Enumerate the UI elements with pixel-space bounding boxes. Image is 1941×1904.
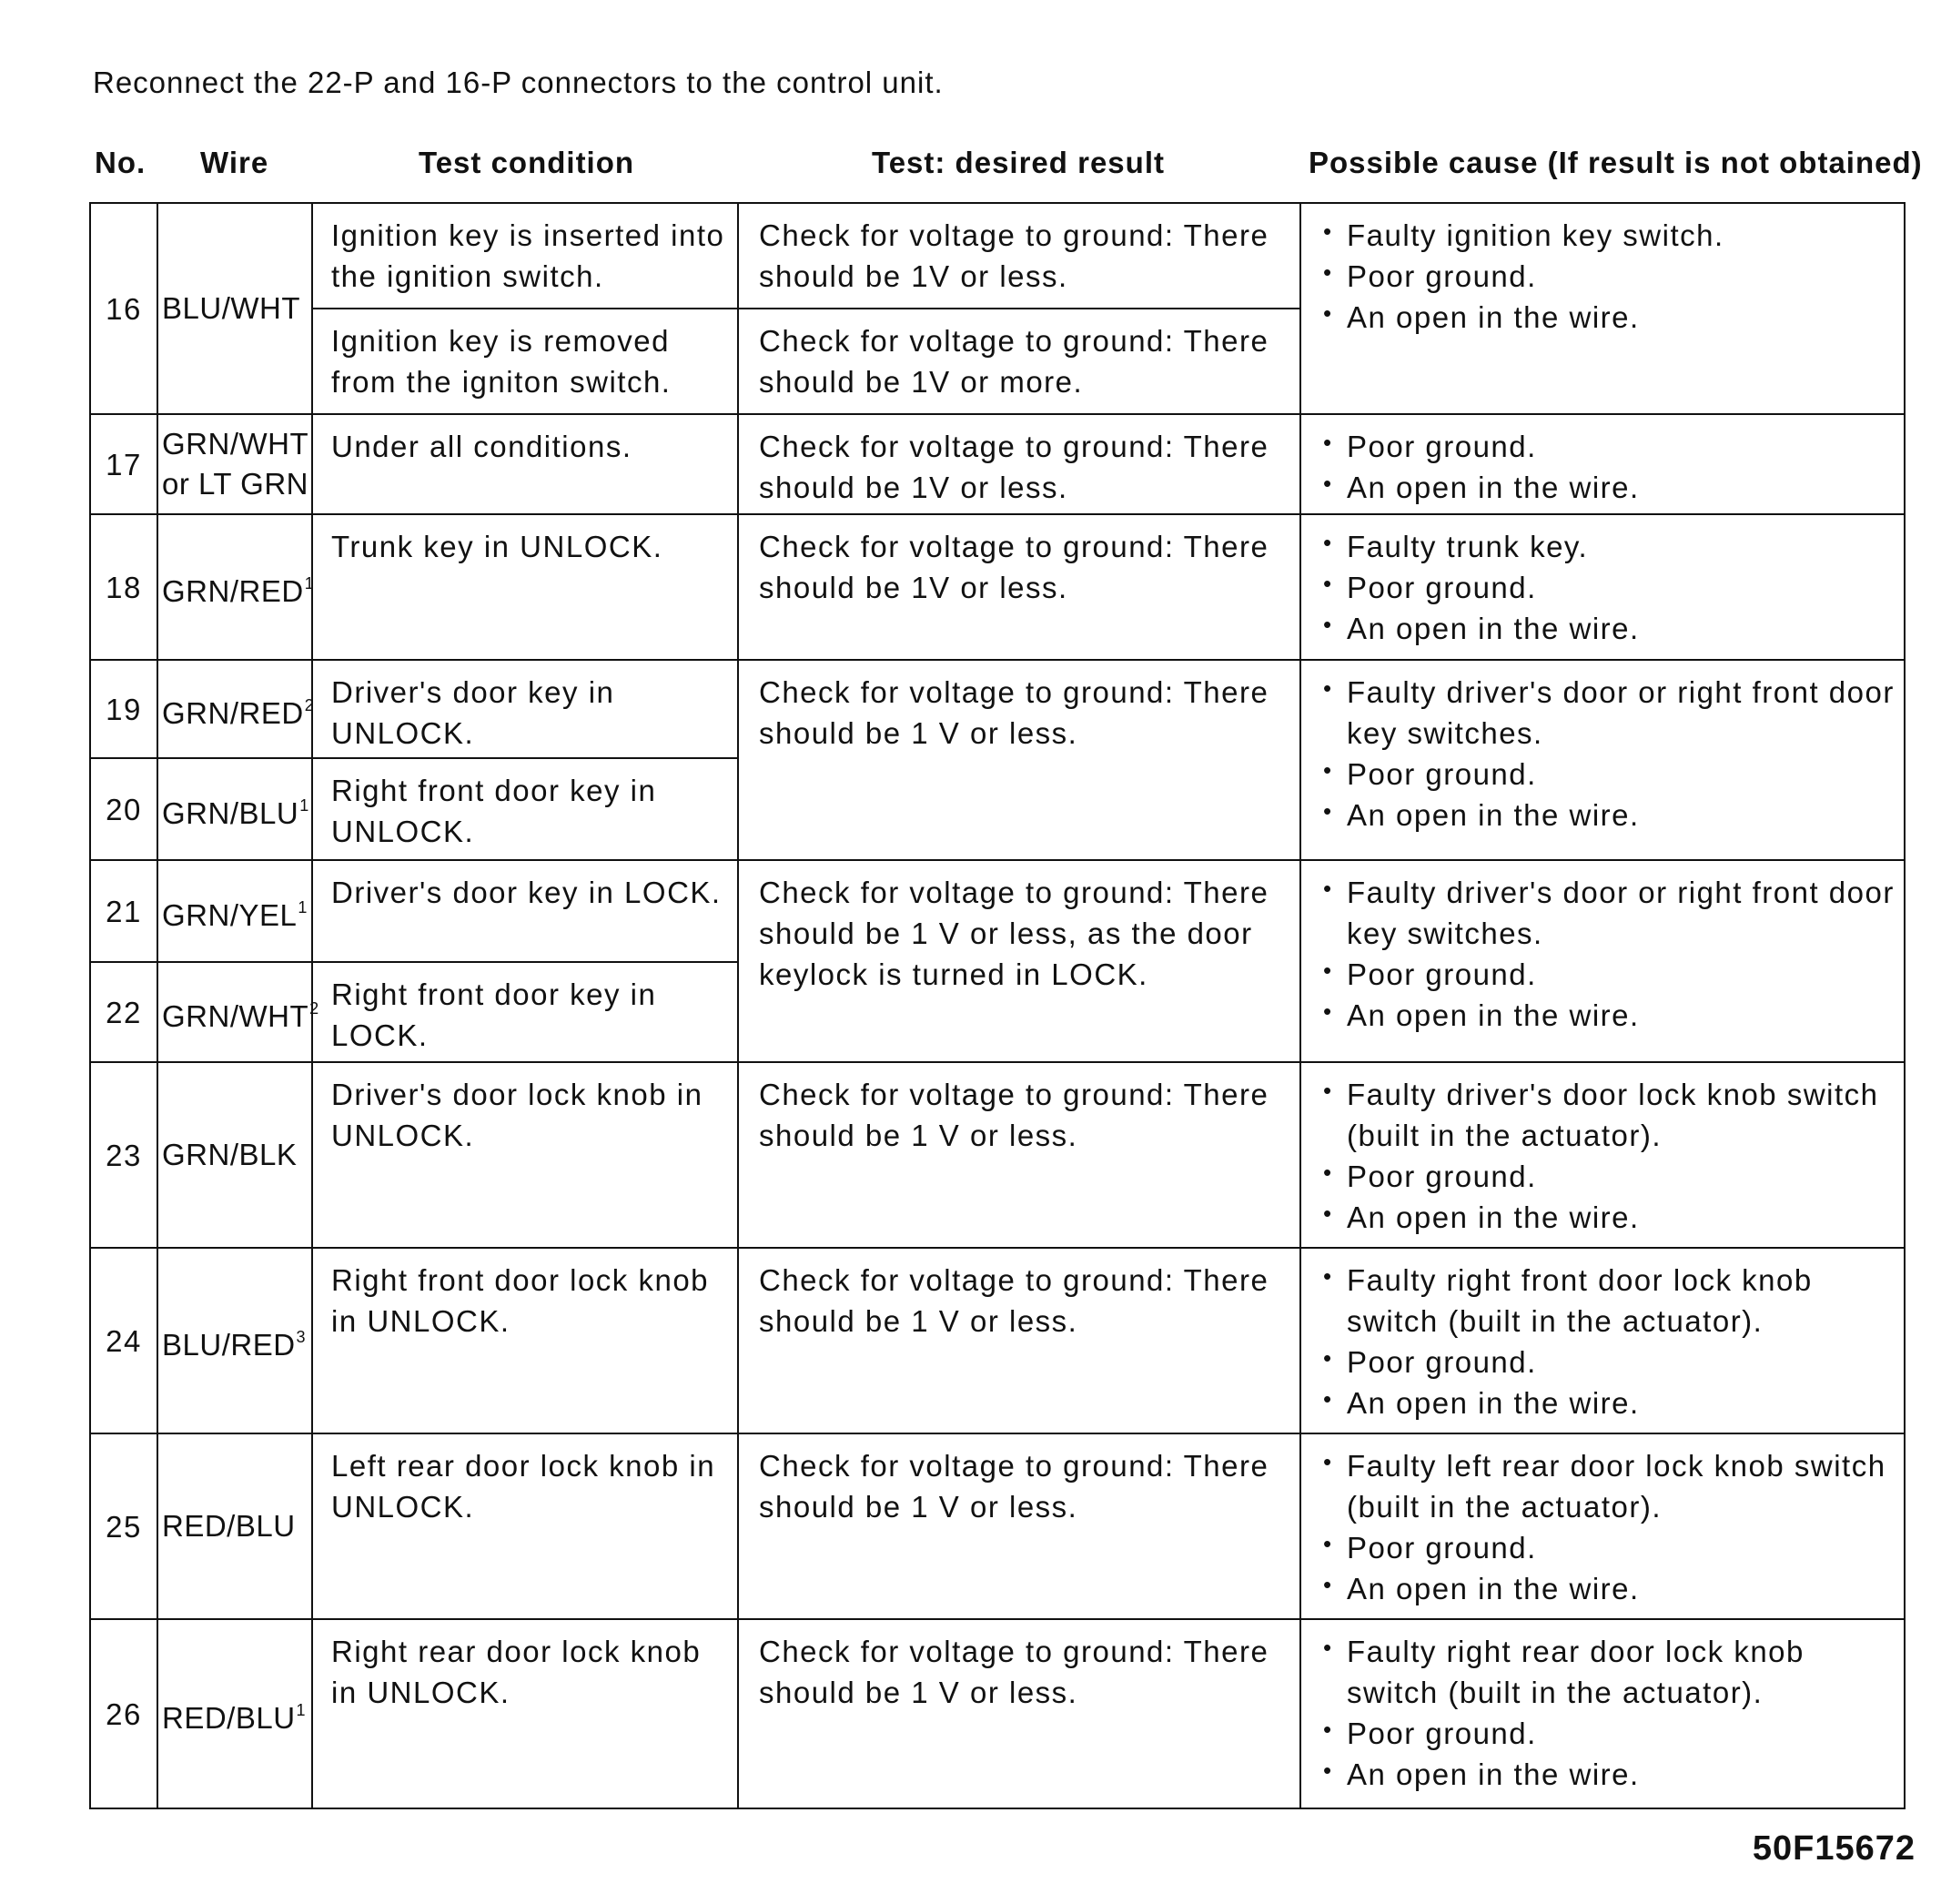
possible-cause bbox=[1300, 1433, 1905, 1619]
desired-result: Check for voltage to ground: There should be 1V or less. bbox=[738, 414, 1300, 514]
test-condition: Right front door lock knob in UNLOCK. bbox=[312, 1248, 738, 1433]
wire-color: GRN/WHT or LT GRN bbox=[157, 414, 312, 514]
table-row-26 bbox=[90, 1619, 1905, 1808]
test-condition: Ignition key is inserted into the ignition switch. bbox=[312, 203, 738, 309]
header-test-condition: Test condition bbox=[419, 146, 635, 179]
wire-color: BLU/WHT bbox=[157, 203, 312, 414]
test-condition: Right front door key in UNLOCK. bbox=[312, 758, 738, 860]
row-number: 23 bbox=[90, 1062, 157, 1248]
intro-text: Reconnect the 22-P and 16-P connectors to the control unit. bbox=[93, 66, 944, 99]
cause-item: • Poor ground. bbox=[1323, 426, 1895, 467]
row-number: 17 bbox=[90, 414, 157, 514]
cause-item: • Faulty driver's door lock knob switch (built in the actuator). bbox=[1323, 1074, 1895, 1156]
table-row-16 bbox=[90, 203, 1905, 309]
cause-item: • An open in the wire. bbox=[1323, 995, 1895, 1036]
cause-item: • Poor ground. bbox=[1323, 1713, 1895, 1754]
row-number: 21 bbox=[90, 860, 157, 962]
cause-item: • An open in the wire. bbox=[1323, 795, 1895, 836]
cause-item: • Poor ground. bbox=[1323, 256, 1895, 297]
possible-cause bbox=[1300, 1248, 1905, 1433]
header-possible-cause: Possible cause (If result is not obtained) bbox=[1309, 146, 1923, 179]
test-condition: Driver's door key in UNLOCK. bbox=[312, 660, 738, 758]
desired-result: Check for voltage to ground: There should be 1 V or less. bbox=[738, 1619, 1300, 1808]
possible-cause bbox=[1300, 860, 1905, 1062]
header-desired-result: Test: desired result bbox=[872, 146, 1165, 179]
desired-result: Check for voltage to ground: There should be 1 V or less. bbox=[738, 1433, 1300, 1619]
test-condition: Right front door key in LOCK. bbox=[312, 962, 738, 1062]
cause-item: • An open in the wire. bbox=[1323, 1754, 1895, 1795]
table-row-21 bbox=[90, 860, 1905, 962]
wire-color: GRN/WHT$^2$ bbox=[157, 962, 312, 1062]
table-row-18 bbox=[90, 514, 1905, 660]
possible-cause bbox=[1300, 1619, 1905, 1808]
table-row-23 bbox=[90, 1062, 1905, 1248]
table-row-24 bbox=[90, 1248, 1905, 1433]
cause-item: • An open in the wire. bbox=[1323, 608, 1895, 649]
cause-item: • Poor ground. bbox=[1323, 954, 1895, 995]
row-number: 24 bbox=[90, 1248, 157, 1433]
possible-cause bbox=[1300, 514, 1905, 660]
wire-color: GRN/RED$^2$ bbox=[157, 660, 312, 758]
wire-color: RED/BLU$^1$ bbox=[157, 1619, 312, 1808]
cause-item: • Poor ground. bbox=[1323, 567, 1895, 608]
cause-item: • Faulty trunk key. bbox=[1323, 526, 1895, 567]
test-condition: Driver's door key in LOCK. bbox=[312, 860, 738, 962]
cause-item: • An open in the wire. bbox=[1323, 1197, 1895, 1238]
cause-item: • Faulty driver's door or right front door key switches. bbox=[1323, 872, 1895, 954]
cause-item: • An open in the wire. bbox=[1323, 467, 1895, 508]
cause-item: • Poor ground. bbox=[1323, 1342, 1895, 1382]
column-headers bbox=[0, 146, 1941, 200]
cause-item: • An open in the wire. bbox=[1323, 1382, 1895, 1423]
row-number: 18 bbox=[90, 514, 157, 660]
cause-item: • Faulty left rear door lock knob switch (built in the actuator). bbox=[1323, 1445, 1895, 1527]
cause-item: • Faulty ignition key switch. bbox=[1323, 215, 1895, 256]
cause-item: • Faulty right front door lock knob switch (built in the actuator). bbox=[1323, 1260, 1895, 1342]
row-number: 16 bbox=[90, 203, 157, 414]
table-row-25 bbox=[90, 1433, 1905, 1619]
wire-color: RED/BLU bbox=[157, 1433, 312, 1619]
diagnosis-table bbox=[89, 202, 1906, 1809]
cause-item: • Poor ground. bbox=[1323, 754, 1895, 795]
test-condition: Ignition key is removed from the igniton switch. bbox=[312, 309, 738, 414]
row-number: 19 bbox=[90, 660, 157, 758]
desired-result: Check for voltage to ground: There should be 1V or less. bbox=[738, 203, 1300, 309]
desired-result: Check for voltage to ground: There should be 1 V or less. bbox=[738, 1062, 1300, 1248]
cause-item: • Poor ground. bbox=[1323, 1156, 1895, 1197]
wire-color: GRN/RED$^1$ bbox=[157, 514, 312, 660]
desired-result: Check for voltage to ground: There should be 1V or less. bbox=[738, 514, 1300, 660]
cause-item: • Poor ground. bbox=[1323, 1527, 1895, 1568]
cause-item: • Faulty right rear door lock knob switch (built in the actuator). bbox=[1323, 1631, 1895, 1713]
table-row-17 bbox=[90, 414, 1905, 514]
row-number: 26 bbox=[90, 1619, 157, 1808]
wire-color: GRN/BLK bbox=[157, 1062, 312, 1248]
test-condition: Left rear door lock knob in UNLOCK. bbox=[312, 1433, 738, 1619]
desired-result: Check for voltage to ground: There should be 1 V or less. bbox=[738, 660, 1300, 860]
test-condition: Right rear door lock knob in UNLOCK. bbox=[312, 1619, 738, 1808]
wire-color: BLU/RED$^3$ bbox=[157, 1248, 312, 1433]
desired-result: Check for voltage to ground: There should be 1V or more. bbox=[738, 309, 1300, 414]
wire-color: GRN/BLU$^1$ bbox=[157, 758, 312, 860]
test-condition: Under all conditions. bbox=[312, 414, 738, 514]
cause-item: • Faulty driver's door or right front door key switches. bbox=[1323, 672, 1895, 754]
cause-item: • An open in the wire. bbox=[1323, 1568, 1895, 1609]
desired-result: Check for voltage to ground: There should be 1 V or less, as the door keylock is turned in LOCK. bbox=[738, 860, 1300, 1062]
test-condition: Driver's door lock knob in UNLOCK. bbox=[312, 1062, 738, 1248]
desired-result: Check for voltage to ground: There should be 1 V or less. bbox=[738, 1248, 1300, 1433]
test-condition: Trunk key in UNLOCK. bbox=[312, 514, 738, 660]
header-no: No. bbox=[95, 146, 147, 179]
possible-cause bbox=[1300, 1062, 1905, 1248]
table-row-19 bbox=[90, 660, 1905, 758]
row-number: 22 bbox=[90, 962, 157, 1062]
possible-cause bbox=[1300, 660, 1905, 860]
wire-color: GRN/YEL$^1$ bbox=[157, 860, 312, 962]
possible-cause bbox=[1300, 414, 1905, 514]
row-number: 20 bbox=[90, 758, 157, 860]
cause-item: • An open in the wire. bbox=[1323, 297, 1895, 338]
possible-cause bbox=[1300, 203, 1905, 414]
row-number: 25 bbox=[90, 1433, 157, 1619]
header-wire: Wire bbox=[200, 146, 269, 179]
figure-code: 50F15672 bbox=[1752, 1829, 1916, 1868]
